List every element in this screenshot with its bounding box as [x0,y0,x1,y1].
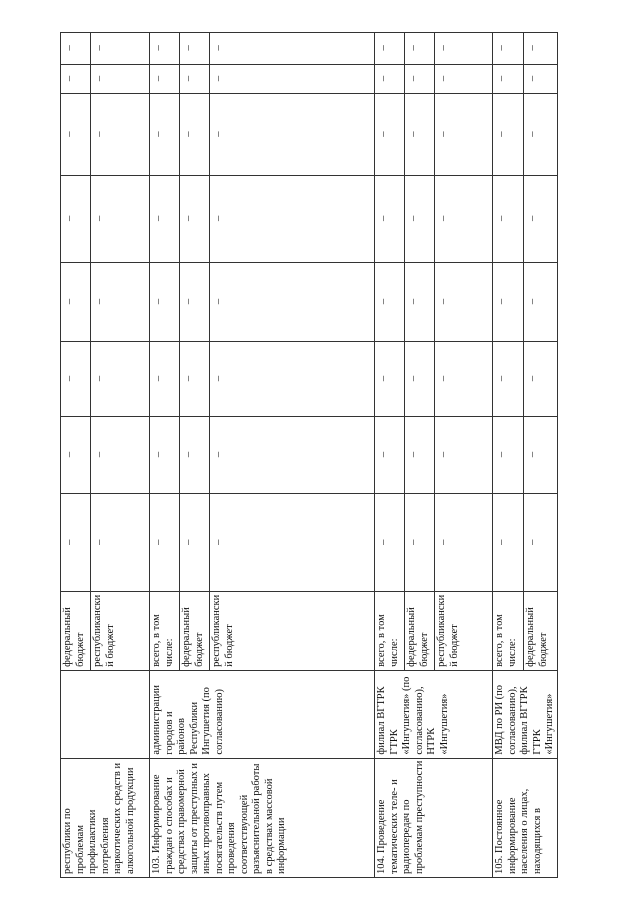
value-cell: – [180,94,210,176]
value-cell: – [91,342,150,416]
value-cell: – [435,33,493,65]
table-row [61,33,91,878]
value-cell: – [524,33,557,65]
value-cell: – [435,64,493,94]
value-cell: – [150,64,180,94]
value-cell: – [524,342,557,416]
funding-source-cell: федеральный бюджет [405,592,435,671]
measure-cell: 105. Постоянное информирование населения о лицах, находящихся в [493,758,558,877]
measure-cell: 104. Проведение тематических теле- и радиопередач по проблемам преступности [375,758,493,877]
value-cell: – [61,175,91,262]
value-cell: – [493,175,524,262]
value-cell: – [375,33,405,65]
value-cell: – [493,33,524,65]
value-cell: – [435,494,493,592]
value-cell: – [180,262,210,342]
executor-cell: администрации городов и районов Республики Ингушетия (по согласованию) [150,670,375,758]
value-cell: – [435,175,493,262]
value-cell: – [150,175,180,262]
value-cell: – [210,33,375,65]
value-cell: – [91,33,150,65]
value-cell: – [61,494,91,592]
value-cell: – [61,64,91,94]
value-cell: – [91,94,150,176]
value-cell: – [524,94,557,176]
value-cell: – [210,416,375,494]
measure-cell: республики по проблемам профилактики потребления наркотических средств и алкогольной продукции [61,758,150,877]
value-cell: – [210,175,375,262]
value-cell: – [210,64,375,94]
funding-source-cell: федеральный бюджет [524,592,557,671]
value-cell: – [91,494,150,592]
value-cell: – [405,175,435,262]
value-cell: – [405,342,435,416]
value-cell: – [150,342,180,416]
value-cell: – [150,416,180,494]
funding-source-cell: всего, в том числе: [375,592,405,671]
value-cell: – [180,33,210,65]
executor-cell: МВД по РИ (по согласованию), филиал ВГТРК ГТРК «Ингушетия» [493,670,558,758]
value-cell: – [91,64,150,94]
value-cell: – [405,416,435,494]
value-cell: – [493,94,524,176]
value-cell: – [91,175,150,262]
value-cell: – [375,416,405,494]
value-cell: – [61,262,91,342]
funding-source-cell: республиканский бюджет [435,592,493,671]
value-cell: – [210,94,375,176]
value-cell: – [210,262,375,342]
rotated-table-wrapper [60,32,555,878]
value-cell: – [524,494,557,592]
value-cell: – [493,342,524,416]
value-cell: – [91,262,150,342]
value-cell: – [375,64,405,94]
value-cell: – [61,94,91,176]
value-cell: – [405,262,435,342]
value-cell: – [91,416,150,494]
table-row [375,33,405,878]
value-cell: – [375,262,405,342]
value-cell: – [405,494,435,592]
funding-source-cell: федеральный бюджет [180,592,210,671]
value-cell: – [150,262,180,342]
value-cell: – [524,175,557,262]
funding-source-cell: всего, в том числе: [493,592,524,671]
measure-cell: 103. Информирование граждан о способах и средствах правомерной защиты от преступных и иных противоправных посягательств путем проведения соответствующей разъяснительной работы в средствах массовой информации [150,758,375,877]
value-cell: – [61,342,91,416]
value-cell: – [375,175,405,262]
value-cell: – [493,416,524,494]
value-cell: – [435,94,493,176]
value-cell: – [180,416,210,494]
value-cell: – [493,262,524,342]
value-cell: – [61,416,91,494]
value-cell: – [150,494,180,592]
program-measures-table [60,32,558,878]
value-cell: – [493,64,524,94]
funding-source-cell: всего, в том числе: [150,592,180,671]
value-cell: – [150,94,180,176]
value-cell: – [375,342,405,416]
value-cell: – [524,262,557,342]
value-cell: – [61,33,91,65]
value-cell: – [180,494,210,592]
funding-source-cell: федеральный бюджет [61,592,91,671]
value-cell: – [210,342,375,416]
value-cell: – [375,494,405,592]
value-cell: – [435,262,493,342]
value-cell: – [150,33,180,65]
value-cell: – [405,64,435,94]
value-cell: – [435,342,493,416]
value-cell: – [405,33,435,65]
value-cell: – [210,494,375,592]
value-cell: – [180,175,210,262]
executor-cell: филиал ВГТРК ГТРК «Ингушетия» (по согласованию), НТРК «Ингушетия» [375,670,493,758]
executor-cell [61,670,150,758]
value-cell: – [375,94,405,176]
table-row [150,33,180,878]
value-cell: – [493,494,524,592]
value-cell: – [435,416,493,494]
funding-source-cell: республиканский бюджет [91,592,150,671]
value-cell: – [405,94,435,176]
funding-source-cell: республиканский бюджет [210,592,375,671]
value-cell: – [180,342,210,416]
value-cell: – [524,416,557,494]
value-cell: – [180,64,210,94]
value-cell: – [524,64,557,94]
table-row [493,33,524,878]
